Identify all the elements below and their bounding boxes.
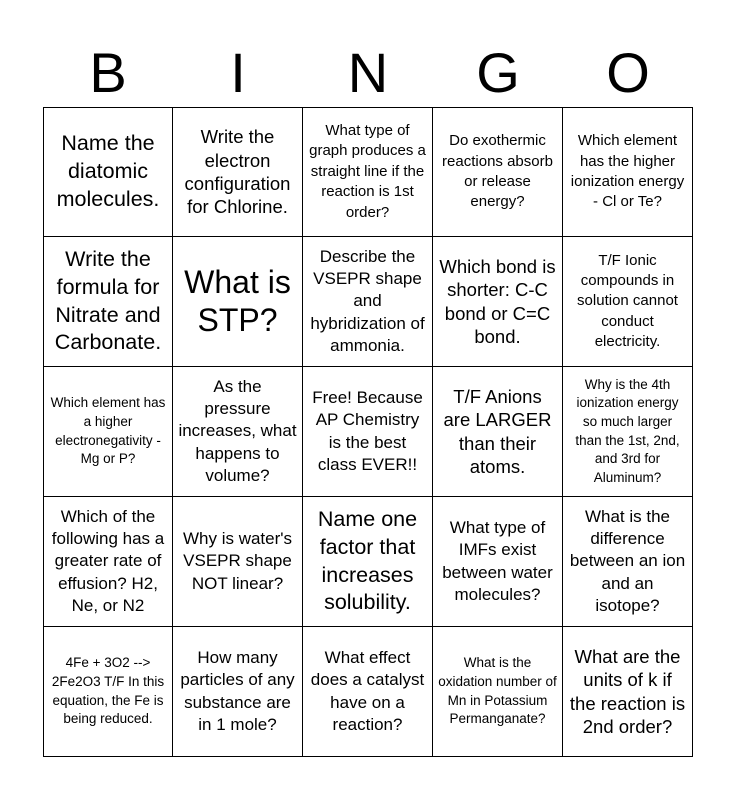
bingo-cell[interactable] (43, 237, 173, 367)
cell-text: As the pressure increases, what happens to volume? (178, 377, 297, 485)
cell-text: Which of the following has a greater rate of effusion? H2, Ne, or N2 (51, 507, 165, 615)
cell-text: What type of IMFs exist between water molecules? (442, 518, 553, 604)
cell-text: Describe the VSEPR shape and hybridization of ammonia. (310, 247, 425, 355)
bingo-cell[interactable] (563, 107, 693, 237)
bingo-cell[interactable] (433, 497, 563, 627)
bingo-cell[interactable] (433, 107, 563, 237)
cell-text: Which element has the higher ionization energy - Cl or Te? (570, 132, 685, 211)
bingo-cell[interactable] (43, 107, 173, 237)
bingo-cell[interactable] (433, 627, 563, 757)
bingo-cell[interactable] (433, 367, 563, 497)
cell-text: Write the electron configuration for Chlorine. (184, 126, 291, 218)
header-letter-g: G (476, 41, 520, 104)
cell-text: Which element has a higher electronegativity - Mg or P? (50, 395, 166, 467)
bingo-cell[interactable] (43, 497, 173, 627)
cell-text: What type of graph produces a straight line if the reaction is 1st order? (309, 122, 426, 221)
bingo-cell[interactable] (43, 627, 173, 757)
header-letter-i: I (230, 41, 246, 104)
cell-text: T/F Anions are LARGER than their atoms. (443, 385, 552, 477)
header-letter-o: O (606, 41, 650, 104)
cell-text: What effect does a catalyst have on a reaction? (310, 648, 425, 734)
bingo-cell[interactable] (433, 237, 563, 367)
bingo-cell[interactable] (563, 367, 693, 497)
bingo-cell[interactable] (173, 107, 303, 237)
bingo-cell[interactable] (563, 237, 693, 367)
cell-text: 4Fe + 3O2 --> 2Fe2O3 T/F In this equation, the Fe is being reduced. (51, 655, 165, 727)
cell-text: Write the formula for Nitrate and Carbonate. (54, 246, 162, 355)
bingo-cell[interactable] (43, 367, 173, 497)
bingo-board (43, 107, 693, 757)
header-letter-b: B (89, 41, 127, 104)
header-letter-n: N (347, 41, 389, 104)
bingo-cell[interactable] (303, 497, 433, 627)
cell-text: What are the units of k if the reaction is 2nd order? (569, 645, 686, 737)
bingo-cell[interactable] (173, 497, 303, 627)
cell-text: Name the diatomic molecules. (56, 131, 160, 211)
cell-text: Free! Because AP Chemistry is the best class EVER!! (312, 388, 423, 474)
cell-text: Do exothermic reactions absorb or release energy? (442, 132, 553, 211)
bingo-cell[interactable] (303, 237, 433, 367)
cell-text: Why is water's VSEPR shape NOT linear? (182, 529, 293, 593)
bingo-cell[interactable] (173, 627, 303, 757)
bingo-cell[interactable] (563, 497, 693, 627)
cell-text: Why is the 4th ionization energy so much larger than the 1st, 2nd, and 3rd for Aluminum? (575, 376, 680, 485)
cell-text: What is the difference between an ion and an isotope? (569, 507, 686, 615)
bingo-cell[interactable] (303, 107, 433, 237)
cell-text: How many particles of any substance are in 1 mole? (180, 648, 295, 734)
cell-text: What is the oxidation number of Mn in Potassium Permanganate? (438, 655, 557, 727)
cell-text: Name one factor that increases solubility. (317, 506, 418, 615)
bingo-header (43, 40, 693, 106)
cell-text: What is STP? (184, 263, 291, 338)
free-space-cell[interactable] (303, 367, 433, 497)
cell-text: Which bond is shorter: C-C bond or C=C bond. (439, 255, 556, 347)
bingo-cell[interactable] (563, 627, 693, 757)
bingo-cell[interactable] (303, 627, 433, 757)
cell-text: T/F Ionic compounds in solution cannot conduct electricity. (577, 251, 678, 351)
bingo-cell[interactable] (173, 237, 303, 367)
bingo-cell[interactable] (173, 367, 303, 497)
